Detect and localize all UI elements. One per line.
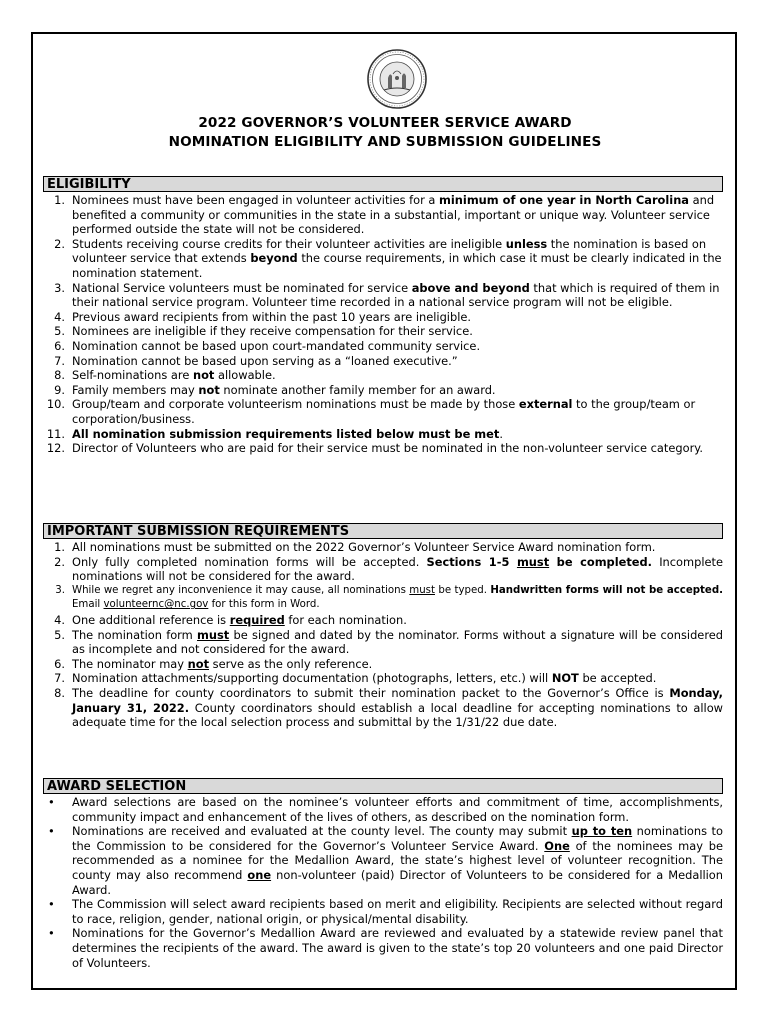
item-text: of the nominees may be recommended as a nominee for the Medallion Award, the state’s highest level of volunteer recognition. The county may also recommend — [72, 838, 723, 882]
item-text: above and beyond — [411, 280, 530, 295]
submission-item — [43, 613, 723, 628]
item-text: for each nomination. — [284, 612, 407, 627]
submission-item — [43, 584, 723, 613]
item-text: All nomination submission requirements listed below must be met — [72, 426, 500, 441]
item-text: Nominees must have been engaged in volunteer activities for a — [72, 193, 440, 207]
submission-item — [43, 555, 723, 584]
item-text: The deadline for county coordinators to submit their nomination packet to the Governor’s Office is — [72, 685, 670, 700]
item-text: Email — [72, 599, 104, 611]
item-number: 10. — [46, 397, 65, 412]
item-text: required — [229, 612, 285, 627]
item-text: must — [409, 584, 435, 596]
item-text: Sections 1-5 — [426, 554, 517, 569]
eligibility-item — [43, 383, 723, 398]
item-text: the course requirements, in which case it must be clearly indicated in the nomination statement. — [72, 251, 722, 280]
eligibility-item — [43, 281, 723, 310]
item-number: 7. — [54, 671, 65, 686]
item-text: Nominees are ineligible if they receive compensation for their service. — [72, 324, 473, 339]
item-text: serve as the only reference. — [209, 656, 373, 671]
eligibility-item — [43, 324, 723, 339]
item-text: The Commission will select award recipients based on merit and eligibility. Recipients are selected without regard to race, religion, gender, national origin, or physical/mental disability. — [72, 897, 723, 926]
eligibility-item — [43, 339, 723, 354]
item-text: National Service volunteers must be nominated for service — [72, 280, 412, 295]
item-number: 7. — [54, 353, 65, 368]
item-number: 6. — [54, 338, 65, 353]
item-text: one — [247, 867, 272, 882]
item-text: be accepted. — [578, 671, 657, 686]
page-title: 2022 GOVERNOR’S VOLUNTEER SERVICE AWARD — [198, 115, 572, 131]
item-text: be signed and dated by the nominator. Forms without a signature will be considered as incomplete and not considered for the award. — [72, 627, 723, 657]
item-number: 2. — [54, 554, 65, 569]
submission-item — [43, 628, 723, 657]
item-text: Group/team and corporate volunteerism nominations must be made by those — [72, 397, 519, 412]
item-number: 1. — [54, 193, 65, 207]
item-text: Nomination cannot be based upon serving as a “loaned executive.” — [72, 353, 458, 368]
item-number: 4. — [54, 612, 65, 627]
item-number: 8. — [54, 368, 65, 383]
item-number: 6. — [54, 656, 65, 671]
item-number: 3. — [54, 280, 65, 295]
item-text: be completed. — [549, 554, 652, 569]
eligibility-item — [43, 397, 723, 426]
bullet-marker: • — [48, 795, 55, 809]
submission-item — [43, 540, 723, 555]
bullet-marker: • — [48, 897, 55, 912]
item-text: to the group/team or corporation/business. — [72, 397, 696, 426]
item-text: and benefited a community or communities in the state in a substantial, important or unique way. Volunteer service performed outside the state will not be considered. — [72, 193, 715, 237]
item-text: unless — [505, 236, 548, 251]
award-selection-item — [43, 824, 723, 897]
item-text: not — [187, 656, 210, 671]
item-text: allowable. — [214, 368, 276, 383]
item-number: 11. — [46, 426, 65, 441]
email-link[interactable]: volunteernc@nc.gov — [103, 599, 209, 611]
eligibility-list — [43, 193, 723, 456]
submission-list — [43, 540, 723, 730]
submission-item — [43, 671, 723, 686]
award-selection-item — [43, 897, 723, 926]
item-text: must — [516, 554, 550, 569]
item-text: NOT — [551, 671, 579, 686]
item-text: The nominator may — [72, 656, 188, 671]
item-number: 12. — [46, 441, 65, 456]
submission-heading: IMPORTANT SUBMISSION REQUIREMENTS — [43, 523, 723, 539]
item-text: not — [198, 382, 220, 397]
item-number: 3. — [55, 584, 65, 596]
item-text: One — [544, 838, 570, 853]
eligibility-item — [43, 427, 723, 442]
item-text: Monday, January 31, 2022. — [72, 685, 723, 715]
item-text: Handwritten forms will not be accepted. — [490, 584, 723, 596]
item-number: 1. — [54, 540, 65, 554]
item-text: County coordinators should establish a local deadline for accepting nominations to allow adequate time for the local selection process and submittal by the 1/31/22 due date. — [72, 700, 723, 730]
item-text: non-volunteer (paid) Director of Volunteers to be considered for a Medallion Award. — [72, 867, 723, 897]
award-selection-item — [43, 926, 723, 970]
page-subtitle: NOMINATION ELIGIBILITY AND SUBMISSION GUIDELINES — [168, 134, 602, 150]
submission-item — [43, 657, 723, 672]
eligibility-item — [43, 354, 723, 369]
item-text: Nomination cannot be based upon court-mandated community service. — [72, 338, 481, 353]
submission-item — [43, 686, 723, 730]
item-text: for this form in Word. — [208, 599, 320, 611]
eligibility-item — [43, 310, 723, 325]
item-number: 9. — [54, 382, 65, 397]
item-number: 5. — [54, 324, 65, 339]
item-text: Incomplete nominations will not be considered for the award. — [72, 554, 723, 584]
award-selection-item — [43, 795, 723, 824]
item-text: Award selections are based on the nominee’s volunteer efforts and commitment of time, accomplishments, community impact and enhancement of the lives of others, as described on the nomination form. — [72, 795, 723, 824]
item-text: While we regret any inconvenience it may cause, all nominations — [72, 584, 410, 596]
item-text: external — [518, 397, 573, 412]
item-text: minimum of one year in North Carolina — [439, 193, 689, 207]
item-number: 2. — [54, 236, 65, 251]
item-text: Previous award recipients from within the past 10 years are ineligible. — [72, 309, 471, 324]
eligibility-item — [43, 237, 723, 281]
item-text: beyond — [250, 251, 298, 266]
eligibility-item — [43, 441, 723, 456]
item-number: 5. — [54, 627, 65, 642]
bullet-marker: • — [48, 926, 55, 941]
item-text: nominations to the Commission to be considered for the Governor’s Volunteer Service Award. — [72, 824, 723, 853]
item-text: The nomination form — [72, 627, 198, 642]
item-text: must — [197, 627, 230, 642]
item-text: One additional reference is — [72, 612, 230, 627]
item-text: not — [192, 368, 215, 383]
item-number: 4. — [54, 309, 65, 324]
item-text: Family members may — [72, 382, 199, 397]
item-text: up to ten — [571, 824, 633, 839]
item-text: Nominations are received and evaluated at the county level. The county may submit — [72, 824, 572, 839]
award-selection-list — [43, 795, 723, 970]
item-text: Nominations for the Governor’s Medallion Award are reviewed and evaluated by a statewide review panel that determines the recipients of the award. The award is given to the state’s top 20 volunteers and one paid Director of Volunteers. — [72, 926, 723, 970]
item-number: 8. — [54, 685, 65, 700]
eligibility-heading: ELIGIBILITY — [43, 176, 723, 192]
item-text: Nomination attachments/supporting documentation (photographs, letters, etc.) will — [72, 671, 552, 686]
eligibility-item — [43, 368, 723, 383]
item-text: that which is required of them in their national service program. Volunteer time recorded in a national service program will not be eligible. — [72, 280, 720, 310]
award-selection-heading: AWARD SELECTION — [43, 778, 723, 794]
item-text: Only fully completed nomination forms will be accepted. — [72, 554, 427, 569]
item-text: Students receiving course credits for their volunteer activities are ineligible — [72, 236, 506, 251]
item-text: All nominations must be submitted on the 2022 Governor’s Volunteer Service Award nomination form. — [72, 540, 656, 554]
bullet-marker: • — [48, 824, 55, 839]
item-text: be typed. — [434, 584, 491, 596]
item-text: Self-nominations are — [72, 368, 193, 383]
item-text: . — [499, 426, 503, 441]
eligibility-item — [43, 193, 723, 237]
item-text: nominate another family member for an award. — [219, 382, 496, 397]
state-seal-icon — [366, 48, 428, 110]
item-text: Director of Volunteers who are paid for their service must be nominated in the non-volunteer service category. — [72, 441, 703, 456]
item-text: the nomination is based on volunteer service that extends — [72, 236, 707, 266]
